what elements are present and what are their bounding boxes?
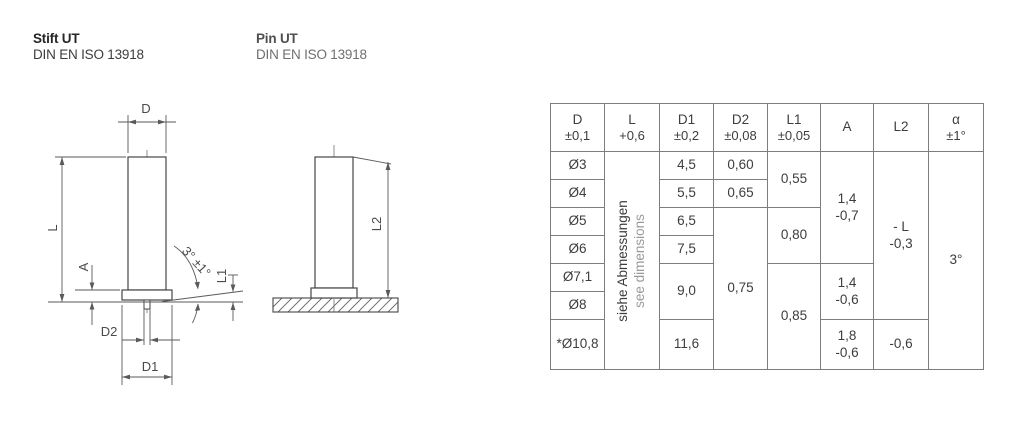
cell-a-1-4: 1,4 -0,7	[821, 152, 874, 264]
dimension-d2	[122, 309, 180, 345]
cell-l1-5-7: 0,85	[768, 264, 821, 370]
cell-a-7: 1,8 -0,6	[821, 320, 874, 370]
arrowhead	[136, 338, 144, 343]
cell-d1-4: 7,5	[660, 236, 714, 264]
note-german: siehe Abmessungen	[615, 199, 631, 322]
cell-d-2: Ø4	[551, 180, 605, 208]
header-l1: L1 ±0,05	[768, 104, 821, 152]
dimension-table	[550, 103, 984, 370]
cell-d-1: Ø3	[551, 152, 605, 180]
cell-d-7: *Ø10,8	[551, 320, 605, 370]
header-alpha: α ±1°	[929, 104, 984, 152]
title-pin-ut	[256, 31, 367, 62]
taper-line	[162, 291, 243, 302]
cell-a-5-6: 1,4 -0,6	[821, 264, 874, 320]
label-d: D	[141, 101, 151, 116]
pin-outline	[311, 157, 357, 298]
cell-l2-7: -0,6	[874, 320, 929, 370]
header-l: L +0,6	[605, 104, 660, 152]
header-a: A	[821, 104, 874, 152]
label-l2: L2	[369, 216, 384, 232]
dimension-l	[55, 157, 126, 302]
label-l: L	[45, 224, 60, 232]
arrowhead	[231, 303, 236, 311]
base-plate-hatching	[273, 298, 398, 312]
cell-l1-3-4: 0,80	[768, 208, 821, 264]
title-pin-standard: DIN EN ISO 13918	[256, 47, 367, 62]
cell-l1-1-2: 0,55	[768, 152, 821, 208]
arrowhead	[90, 302, 95, 310]
cell-d1-3: 6,5	[660, 208, 714, 236]
arrowhead	[60, 157, 65, 165]
header-d: D ±0,1	[551, 104, 605, 152]
title-stift-name: Stift UT	[33, 31, 80, 46]
label-a: A	[76, 262, 91, 272]
title-pin-name: Pin UT	[256, 31, 298, 46]
note-english: see dimensions	[632, 213, 647, 308]
label-l1: L1	[214, 268, 229, 284]
header-d1: D1 ±0,2	[660, 104, 714, 152]
dimension-a	[75, 265, 120, 325]
arrowhead	[195, 282, 200, 290]
arrowhead	[150, 338, 158, 343]
table-row	[551, 152, 984, 180]
cell-d-6: Ø8	[551, 292, 605, 320]
arrowhead	[231, 285, 236, 293]
cell-d1-1: 4,5	[660, 152, 714, 180]
label-angle: 3° ±1°	[178, 243, 214, 280]
arrowhead	[122, 375, 130, 380]
arrowhead	[60, 294, 65, 302]
header-l2: L2	[874, 104, 929, 152]
cell-l-note	[605, 152, 660, 370]
cell-d2-3-7: 0,75	[714, 208, 768, 370]
dimension-l1	[228, 275, 238, 321]
arrowhead	[128, 120, 136, 125]
arrowhead	[164, 375, 172, 380]
arrowhead	[158, 120, 166, 125]
cell-d2-2: 0,65	[714, 180, 768, 208]
cell-d1-5-6: 9,0	[660, 264, 714, 320]
cell-d2-1: 0,60	[714, 152, 768, 180]
header-d2: D2 ±0,08	[714, 104, 768, 152]
cell-d-5: Ø7,1	[551, 264, 605, 292]
cell-d1-7: 11,6	[660, 320, 714, 370]
table-header-row	[551, 104, 984, 152]
cell-d-3: Ø5	[551, 208, 605, 236]
arrowhead	[386, 290, 391, 298]
arrowhead	[90, 283, 95, 291]
label-d1: D1	[141, 359, 159, 374]
dimension-d	[118, 115, 176, 153]
cell-l2-1-6: - L -0,3	[874, 152, 929, 320]
title-stift-ut	[33, 31, 144, 62]
title-stift-standard: DIN EN ISO 13918	[33, 47, 144, 62]
stud-technical-drawing	[40, 95, 255, 395]
stud-outline	[122, 157, 172, 309]
welded-pin-drawing	[268, 138, 408, 320]
label-d2: D2	[100, 324, 118, 339]
cell-d1-2: 5,5	[660, 180, 714, 208]
cell-d-4: Ø6	[551, 236, 605, 264]
cell-alpha: 3°	[929, 152, 984, 370]
